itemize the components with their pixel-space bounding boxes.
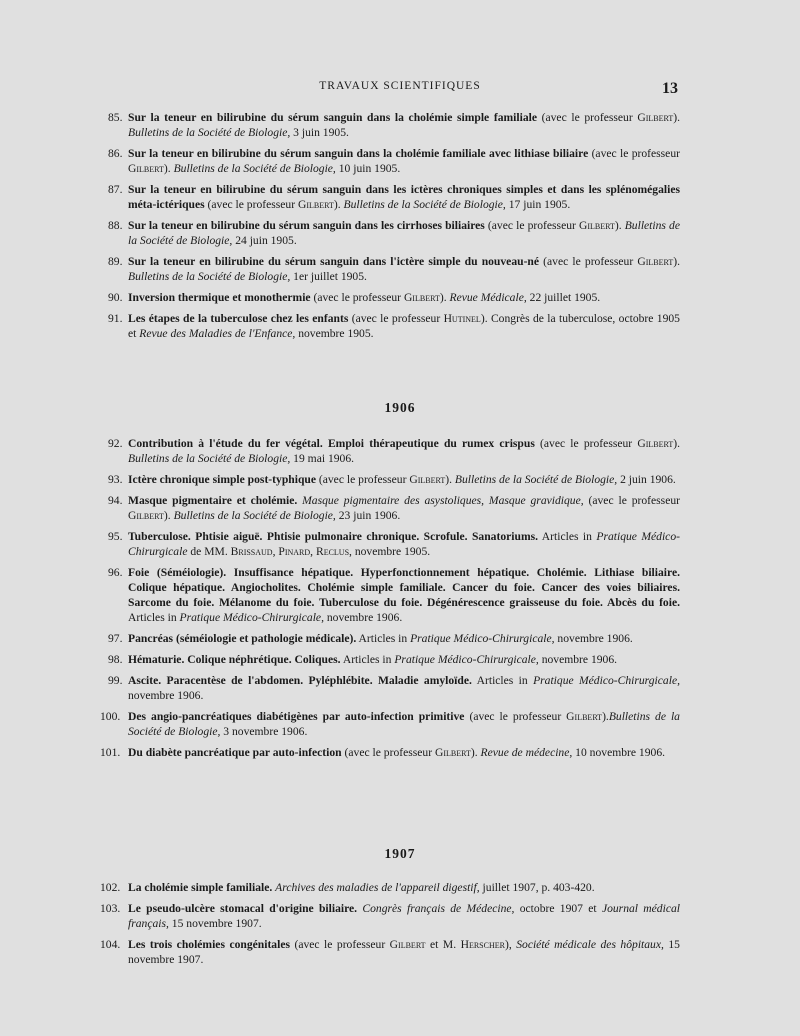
entry-title: Les étapes de la tuberculose chez les enfants bbox=[128, 312, 349, 325]
entry-journal: Revue des Maladies de l'Enfance, bbox=[139, 327, 296, 340]
entry-95 bbox=[110, 529, 680, 559]
entry-date: juillet 1907, p. 403-420. bbox=[479, 881, 595, 894]
entry-date: 19 mai 1906. bbox=[290, 452, 355, 465]
entry-number: 103. bbox=[100, 902, 121, 915]
year-heading-1907: 1907 bbox=[384, 846, 416, 861]
entry-text: (avec le professeur bbox=[341, 746, 435, 759]
entry-text: (avec le professeur bbox=[348, 312, 444, 325]
entry-100 bbox=[100, 709, 680, 739]
entry-journal: Bulletins de la Société de Biologie, bbox=[128, 710, 680, 738]
entry-text: (avec le professeur bbox=[583, 494, 680, 507]
entry-number: 85. bbox=[108, 111, 123, 124]
entry-date: 17 juin 1905. bbox=[505, 198, 571, 211]
entry-title: Ictère chronique simple post-typhique bbox=[128, 473, 316, 486]
entry-85 bbox=[110, 110, 680, 140]
entry-text: Articles in bbox=[538, 530, 597, 543]
entry-title: Le pseudo-ulcère stomacal d'origine biliaire. bbox=[128, 902, 358, 915]
entry-number: 98. bbox=[108, 653, 123, 666]
entry-journal: Bulletins de la Société de Biologie, bbox=[128, 126, 291, 139]
entry-title: Sur la teneur en bilirubine du sérum sanguin dans les cirrhoses biliaires bbox=[128, 219, 485, 232]
entry-90 bbox=[110, 290, 680, 305]
entry-86 bbox=[110, 146, 680, 176]
entry-subtitle: Masque pigmentaire des asystoliques, Masque gravidique, bbox=[297, 494, 584, 507]
entry-text: (avec le professeur bbox=[484, 219, 579, 232]
entry-date: 24 juin 1905. bbox=[232, 234, 297, 247]
entry-journal: Bulletins de la Société de Biologie, bbox=[454, 473, 618, 486]
entry-date: 10 novembre 1906. bbox=[572, 746, 666, 759]
entry-text: ). bbox=[673, 437, 680, 450]
entry-number: 91. bbox=[108, 312, 123, 325]
entry-title: Tuberculose. Phtisie aiguë. Phtisie pulmonaire chronique. Scrofule. Sanatoriums. bbox=[128, 530, 539, 543]
entry-date: 3 juin 1905. bbox=[290, 126, 349, 139]
entry-text: Articles in bbox=[128, 611, 180, 624]
running-title: TRAVAUX SCIENTIFIQUES bbox=[319, 80, 481, 92]
entry-number: 102. bbox=[100, 881, 121, 894]
entry-journal: Archives des maladies de l'appareil digestif, bbox=[275, 881, 480, 894]
entry-number: 90. bbox=[108, 291, 123, 304]
entry-number: 97. bbox=[108, 632, 123, 645]
entry-journal: Société médicale des hôpitaux, bbox=[516, 938, 664, 951]
entry-journal: Pratique Médico-Chirurgicale, bbox=[179, 611, 324, 624]
entry-text: ). bbox=[673, 255, 680, 268]
entry-text: (avec le professeur bbox=[588, 147, 680, 160]
entry-date: novembre 1906. bbox=[323, 611, 403, 624]
entry-date: 1er juillet 1905. bbox=[290, 270, 367, 283]
entry-journal: Revue Médicale, bbox=[449, 291, 527, 304]
entry-author: Gilbert bbox=[566, 710, 603, 723]
entry-number: 88. bbox=[108, 219, 123, 232]
entry-author: Gilbert bbox=[637, 111, 674, 124]
entry-text: (avec le professeur bbox=[536, 111, 638, 124]
entry-text: Articles in bbox=[471, 674, 534, 687]
entry-title: La cholémie simple familiale. bbox=[128, 881, 273, 894]
entry-journal: Pratique Médico-Chirurgicale, bbox=[394, 653, 539, 666]
entry-journal: Pratique Médico-Chirurgicale bbox=[128, 530, 680, 558]
entry-title: Foie (Séméiologie). Insuffisance hépatique. Hyperfonctionnement hépatique. Cholémie. Lithiase biliaire. Colique hépatique. Angiocholites. Cholémie simple familiale. Cancer du foie. Cancer des voies biliaires. Sarcome du foie. Mélanome du foie. Tuberculose du foie. Dégénérescence graisseuse du foie. Abcès du foie. bbox=[128, 566, 680, 609]
entries-1905 bbox=[110, 110, 680, 347]
entry-number: 100. bbox=[100, 710, 121, 723]
entry-journal: Bulletins de la Société de Biologie, bbox=[173, 162, 336, 175]
entry-text: ). Congrès de la tuberculose, octobre 1905 et bbox=[128, 312, 680, 340]
entry-date: novembre 1906. bbox=[538, 653, 618, 666]
entry-date: 2 juin 1906. bbox=[617, 473, 676, 486]
entry-number: 99. bbox=[108, 674, 123, 687]
entry-author: Gilbert bbox=[578, 219, 615, 232]
entry-text: ). bbox=[333, 198, 344, 211]
entry-text: (avec le professeur bbox=[464, 710, 567, 723]
entry-date: 23 juin 1906. bbox=[335, 509, 401, 522]
entry-101 bbox=[100, 745, 680, 760]
entry-author-2: Herscher bbox=[460, 938, 505, 951]
entry-author: Gilbert bbox=[409, 473, 446, 486]
entry-text: (avec le professeur bbox=[204, 198, 298, 211]
entry-number: 92. bbox=[108, 437, 123, 450]
entry-89 bbox=[110, 254, 680, 284]
entry-journal: Bulletins de la Société de Biologie, bbox=[343, 198, 506, 211]
entry-96 bbox=[110, 565, 680, 625]
entry-author: Hutinel bbox=[443, 312, 481, 325]
entry-title: Hématurie. Colique néphrétique. Coliques. bbox=[128, 653, 341, 666]
entry-title: Contribution à l'étude du fer végétal. Emploi thérapeutique du rumex crispus bbox=[128, 437, 535, 450]
entry-103 bbox=[100, 901, 680, 931]
entry-title: Les trois cholémies congénitales bbox=[128, 938, 290, 951]
entry-journal: Pratique Médico-Chirurgicale, bbox=[410, 632, 555, 645]
entry-journal: Congrès français de Médecine, bbox=[362, 902, 515, 915]
entry-number: 94. bbox=[108, 494, 123, 507]
entry-number: 86. bbox=[108, 147, 123, 160]
entry-text: ). bbox=[470, 746, 481, 759]
entry-text: ), bbox=[504, 938, 517, 951]
page-number: 13 bbox=[662, 80, 678, 97]
entry-104 bbox=[100, 937, 680, 967]
entry-author: Gilbert bbox=[434, 746, 471, 759]
entry-text: ). bbox=[602, 710, 609, 723]
entry-date: 10 juin 1905. bbox=[335, 162, 401, 175]
entry-date: novembre 1906. bbox=[554, 632, 633, 645]
entry-title: Inversion thermique et monothermie bbox=[128, 291, 311, 304]
entry-title: Pancréas (séméiologie et pathologie médicale). bbox=[128, 632, 357, 645]
entry-97 bbox=[110, 631, 680, 646]
entry-title: Du diabète pancréatique par auto-infection bbox=[128, 746, 342, 759]
entry-title: Ascite. Paracentèse de l'abdomen. Pyléphlébite. Maladie amyloïde. bbox=[128, 674, 472, 687]
entry-91 bbox=[110, 311, 680, 341]
entry-journal: Bulletins de la Société de Biologie, bbox=[128, 270, 291, 283]
entry-text: Articles in bbox=[340, 653, 395, 666]
entry-87 bbox=[110, 182, 680, 212]
entry-authors: Brissaud, Pinard, Reclus bbox=[230, 545, 350, 558]
entry-text: et M. bbox=[425, 938, 461, 951]
entry-text: ). bbox=[445, 473, 455, 486]
entry-text: ). bbox=[163, 509, 174, 522]
entries-1907 bbox=[100, 880, 680, 973]
entry-94 bbox=[110, 493, 680, 523]
entry-text: (avec le professeur bbox=[315, 473, 410, 486]
entry-title: Sur la teneur en bilirubine du sérum sanguin dans la cholémie simple familiale bbox=[128, 111, 537, 124]
entry-journal: Bulletins de la Société de Biologie, bbox=[128, 219, 680, 247]
entry-journal: Revue de médecine, bbox=[480, 746, 573, 759]
entry-99 bbox=[110, 673, 680, 703]
entry-author: Gilbert bbox=[637, 437, 674, 450]
entry-journal-2: Journal médical français, bbox=[128, 902, 680, 930]
entry-author: Gilbert bbox=[297, 198, 334, 211]
entry-text: (avec le professeur bbox=[539, 255, 638, 268]
entry-93 bbox=[110, 472, 680, 487]
entry-author: Gilbert bbox=[389, 938, 426, 951]
entry-date: 22 juillet 1905. bbox=[526, 291, 601, 304]
entry-text: (avec le professeur bbox=[310, 291, 404, 304]
entry-number: 96. bbox=[108, 566, 123, 579]
entry-text: ). bbox=[614, 219, 625, 232]
entry-title: Des angio-pancréatiques diabétigènes par auto-infection primitive bbox=[128, 710, 465, 723]
entry-author: Gilbert bbox=[128, 509, 164, 522]
entry-title: Sur la teneur en bilirubine du sérum sanguin dans l'ictère simple du nouveau-né bbox=[128, 255, 540, 268]
entry-number: 104. bbox=[100, 938, 121, 951]
entry-author: Gilbert bbox=[637, 255, 674, 268]
entry-date: 15 novembre 1907. bbox=[128, 938, 680, 966]
entry-92 bbox=[110, 436, 680, 466]
entry-text: Articles in bbox=[356, 632, 411, 645]
entry-date: 3 novembre 1906. bbox=[220, 725, 308, 738]
entry-date: novembre 1905. bbox=[295, 327, 374, 340]
entry-title: Masque pigmentaire et cholémie. bbox=[128, 494, 298, 507]
entry-date: 15 novembre 1907. bbox=[168, 917, 262, 930]
entry-author: Gilbert bbox=[403, 291, 440, 304]
entries-1906 bbox=[100, 436, 680, 766]
entry-title: Sur la teneur en bilirubine du sérum sanguin dans la cholémie familiale avec lithiase biliaire bbox=[128, 147, 589, 160]
entry-number: 89. bbox=[108, 255, 123, 268]
year-heading-1906: 1906 bbox=[384, 400, 416, 415]
entry-journal: Bulletins de la Société de Biologie, bbox=[173, 509, 336, 522]
entry-text: octobre 1907 et bbox=[514, 902, 602, 915]
entry-journal: Pratique Médico-Chirurgicale, bbox=[533, 674, 680, 687]
entry-text: (avec le professeur bbox=[290, 938, 390, 951]
entry-number: 101. bbox=[100, 746, 121, 759]
entry-title: Sur la teneur en bilirubine du sérum sanguin dans les ictères chroniques simples et dans les splénomégalies méta-ictériques bbox=[128, 183, 680, 211]
entry-date: novembre 1906. bbox=[128, 689, 204, 702]
entry-number: 87. bbox=[108, 183, 123, 196]
entry-text: ). bbox=[673, 111, 680, 124]
entry-date: , novembre 1905. bbox=[349, 545, 431, 558]
entry-text: ). bbox=[439, 291, 450, 304]
entry-journal: Bulletins de la Société de Biologie, bbox=[128, 452, 291, 465]
entry-102 bbox=[100, 880, 680, 895]
entry-author: Gilbert bbox=[128, 162, 164, 175]
entry-text: ). bbox=[163, 162, 174, 175]
entry-88 bbox=[110, 218, 680, 248]
entry-number: 95. bbox=[108, 530, 123, 543]
entry-text: de MM. bbox=[187, 545, 231, 558]
entry-text: (avec le professeur bbox=[534, 437, 638, 450]
entry-98 bbox=[110, 652, 680, 667]
entry-number: 93. bbox=[108, 473, 123, 486]
